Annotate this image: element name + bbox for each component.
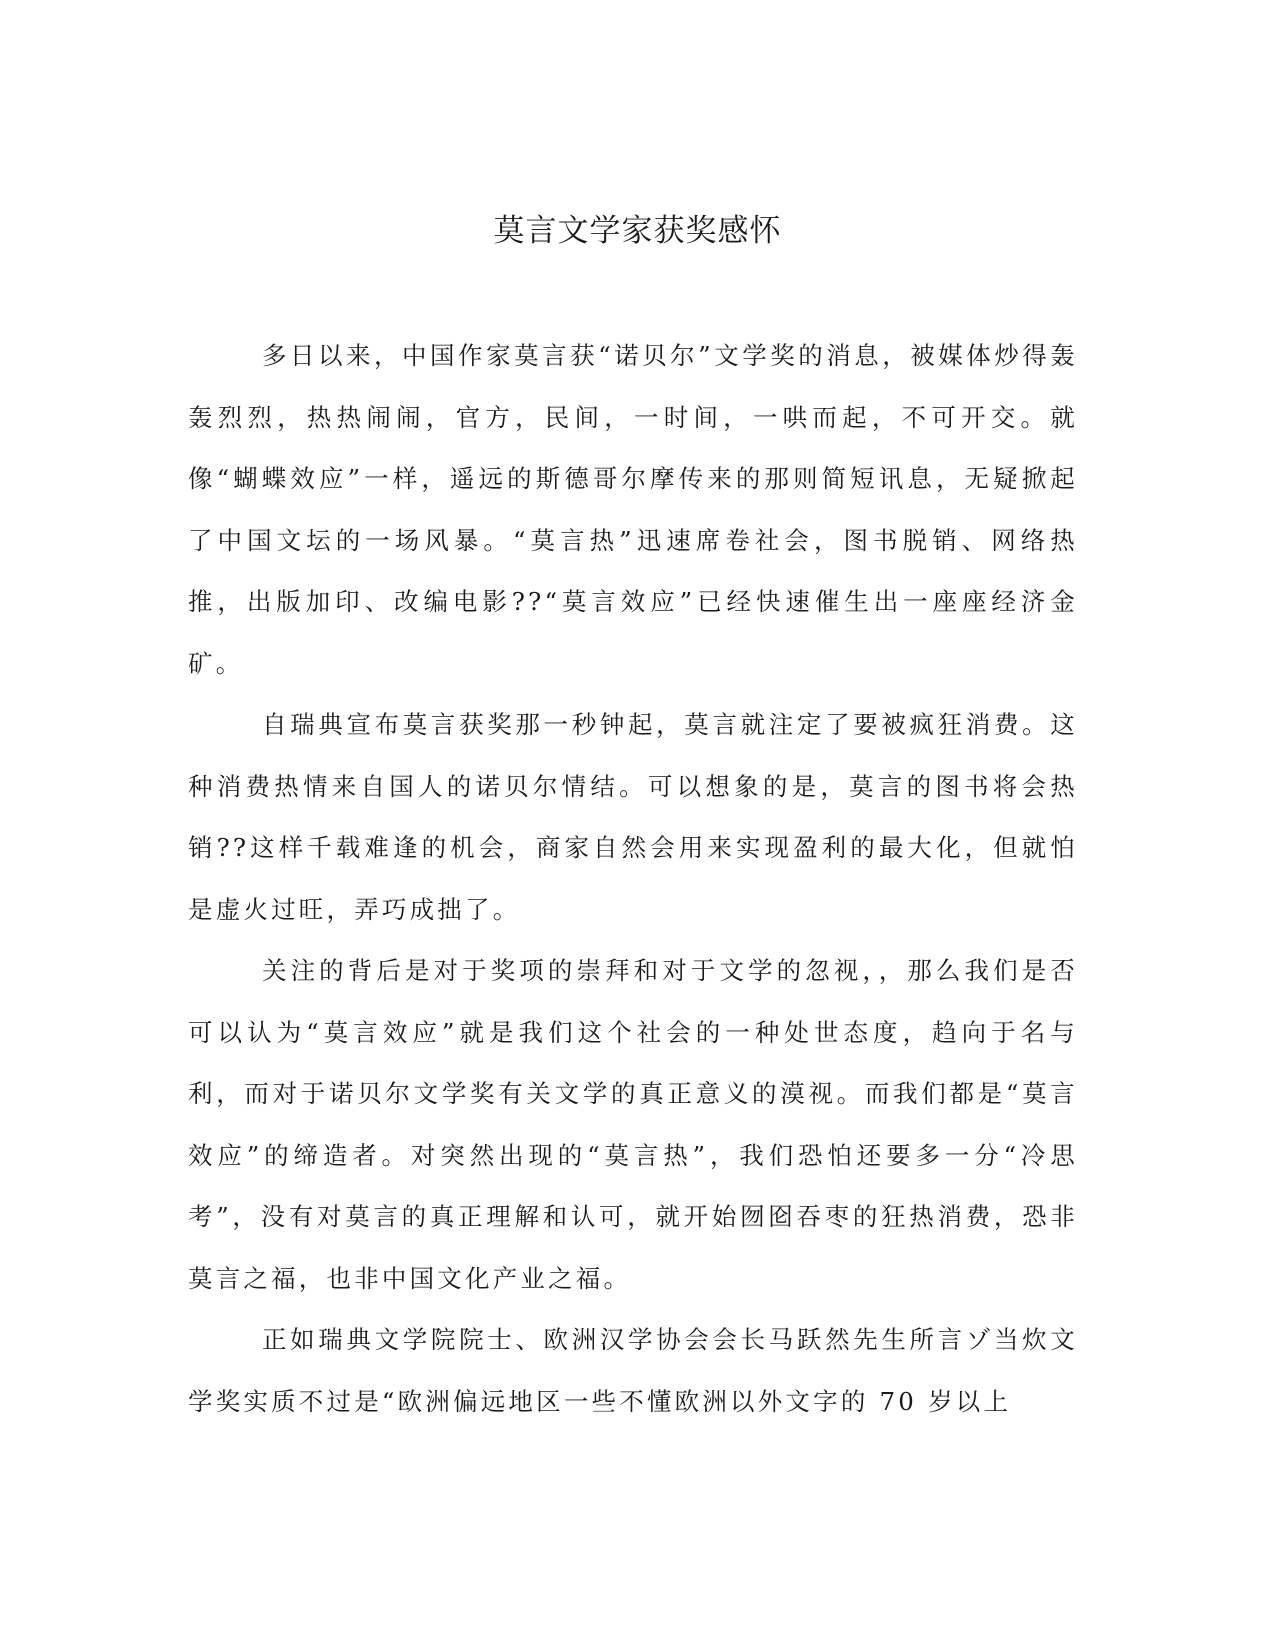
document-body bbox=[188, 325, 1078, 1432]
paragraph: 关注的背后是对于奖项的崇拜和对于文学的忽视，，那么我们是否可以认为“莫言效应”就是我们这个社会的一种处世态度，趋向于名与利，而对于诺贝尔文学奖有关文学的真正意义的漠视。而我们都是“莫言效应”的缔造者。对突然出现的“莫言热”，我们恐怕还要多一分“冷思考”，没有对莫言的真正理解和认可，就开始囫囵吞枣的狂热消费，恐非莫言之福，也非中国文化产业之福。 bbox=[188, 956, 1078, 1293]
paragraph: 自瑞典宣布莫言获奖那一秒钟起，莫言就注定了要被疯狂消费。这种消费热情来自国人的诺贝尔情结。可以想象的是，莫言的图书将会热销??这样千载难逢的机会，商家自然会用来实现盈利的最大化，但就怕是虚火过旺，弄巧成拙了。 bbox=[188, 710, 1078, 924]
document-title: 莫言文学家获奖感怀 bbox=[493, 213, 782, 249]
paragraph: 多日以来，中国作家莫言获“诺贝尔”文学奖的消息，被媒体炒得轰轰烈烈，热热闹闹，官方，民间，一时间，一哄而起，不可开交。就像“蝴蝶效应”一样，遥远的斯德哥尔摩传来的那则简短讯息，无疑掀起了中国文坛的一场风暴。“莫言热”迅速席卷社会，图书脱销、网络热推，出版加印、改编电影??“莫言效应”已经快速催生出一座座经济金矿。 bbox=[188, 341, 1078, 678]
paragraph: 正如瑞典文学院院士、欧洲汉学协会会长马跃然先生所言ゾ当炊文学奖实质不过是“欧洲偏远地区一些不懂欧洲以外文字的 70 岁以上 bbox=[188, 1325, 1078, 1416]
